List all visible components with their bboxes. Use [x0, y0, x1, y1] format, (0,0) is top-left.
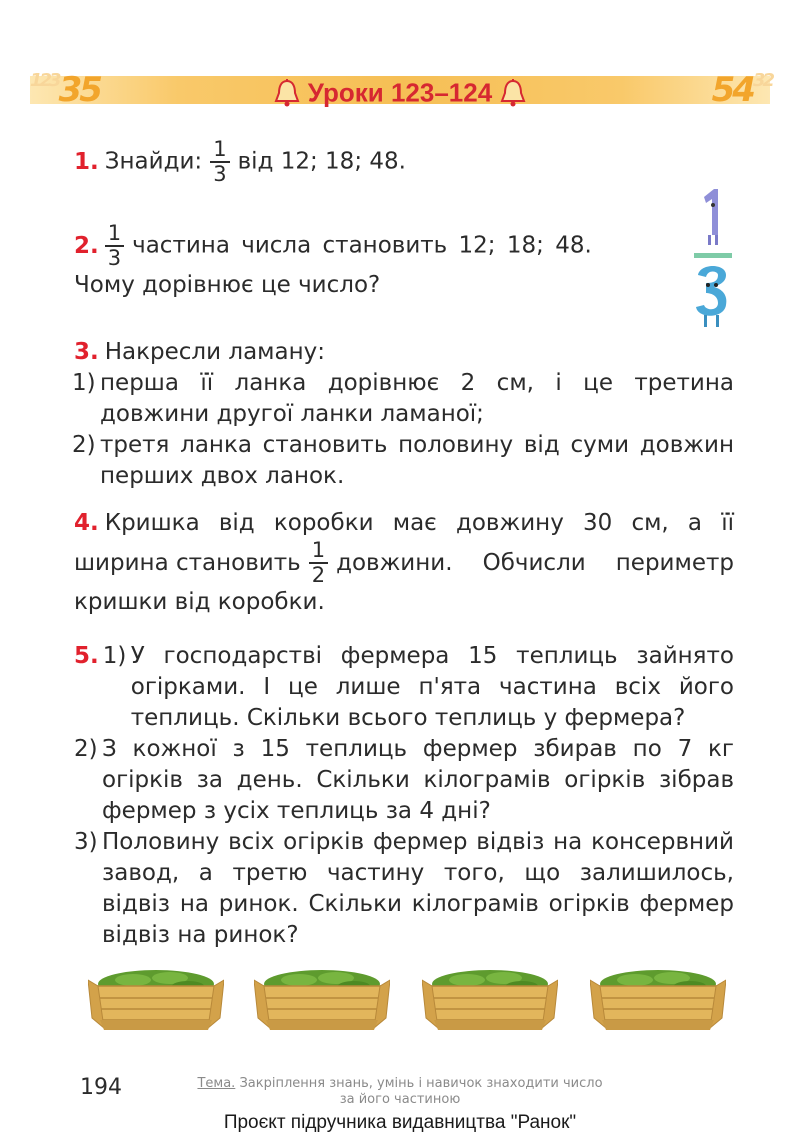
task-text: Чому дорівнює це число?	[74, 272, 381, 298]
topic-text: Закріплення знань, умінь і навичок знаходити число	[239, 1076, 603, 1091]
list-item-text: У господарстві фермера 15 теплиць зайнято огірками. І це лише п'ята частина всіх його теплиць. Скільки всього теплиць у фермера?	[130, 643, 734, 731]
list-item-number: 1)	[102, 643, 127, 669]
list-item-number: 2)	[72, 432, 96, 458]
fraction-numerator: 1	[210, 138, 229, 163]
task-3	[74, 337, 734, 492]
task-4	[74, 508, 734, 618]
task-text: частина числа становить 12; 18; 48.	[132, 232, 592, 259]
task-text: довжини. Обчисли периметр	[336, 549, 734, 576]
list-item-number: 2)	[74, 736, 98, 762]
task-text: Кришка від коробки має довжину 30 см, а її	[104, 510, 734, 536]
task-text: Знайди:	[104, 148, 203, 175]
fraction	[105, 222, 124, 270]
list-item-text: перша її ланка дорівнює 2 см, і це третина довжини другої ланки ламаної;	[100, 370, 734, 427]
fraction-denominator: 2	[311, 563, 326, 587]
fraction-numerator: 1	[105, 222, 124, 247]
banner-big-digits-right: 54	[711, 70, 753, 110]
list-item-text: З кожної з 15 теплиць фермер збирав по 7 кг огірків за день. Скільки кілограмів огірків зібрав фермер з усіх теплиць за 4 дні?	[102, 736, 734, 824]
list-item	[72, 430, 734, 492]
task-text: ширина становить	[74, 549, 301, 576]
task-number: 3.	[74, 339, 99, 365]
task-number: 2.	[74, 232, 99, 259]
banner-faint-digits-left: 123	[30, 70, 59, 91]
crate-cucumbers-image	[88, 958, 224, 1038]
footer-topic	[160, 1076, 640, 1108]
lesson-title: Уроки 123–124	[307, 77, 493, 108]
list-item-number: 1)	[72, 370, 96, 396]
list-item	[74, 641, 734, 734]
task-number: 4.	[74, 510, 99, 536]
list-item-text: Половину всіх огірків фермер відвіз на консервний завод, а третю частину того, що залишилось, відвіз на ринок. Скільки кілограмів огірків фермер відвіз на ринок?	[102, 829, 734, 948]
page-number: 194	[80, 1075, 122, 1100]
banner-faint-digits-right: 32	[752, 70, 772, 91]
list-item	[72, 368, 734, 430]
fraction-numerator: 1	[309, 539, 328, 564]
publisher-note: Проєкт підручника видавництва "Ранок"	[223, 1112, 577, 1133]
list-item-number: 3)	[74, 829, 98, 855]
bell-icon	[498, 78, 528, 108]
crate-cucumbers-image	[422, 958, 558, 1038]
lesson-title-row	[0, 76, 800, 109]
fraction	[309, 539, 328, 587]
fraction	[210, 138, 229, 186]
task-text: від 12; 18; 48.	[237, 148, 406, 175]
lesson-banner	[0, 72, 800, 108]
fraction-denominator: 3	[213, 162, 227, 186]
bell-icon	[272, 78, 302, 108]
task-1	[74, 138, 734, 186]
list-item	[74, 734, 734, 827]
task-number: 5.	[74, 643, 99, 669]
banner-digits-right	[712, 70, 772, 110]
task-5	[74, 641, 734, 951]
task-text: Накресли ламану:	[104, 339, 326, 365]
crates-illustration	[0, 958, 800, 1038]
fraction-mascot-image	[688, 185, 736, 330]
banner-big-digits-left: 35	[58, 70, 100, 110]
topic-text: за його частиною	[339, 1092, 461, 1107]
task-2	[74, 222, 634, 301]
list-item	[74, 827, 734, 951]
crate-cucumbers-image	[254, 958, 390, 1038]
task-text: кришки від коробки.	[74, 589, 325, 615]
topic-label: Тема.	[197, 1076, 236, 1091]
list-item-text: третя ланка становить половину від суми довжин перших двох ланок.	[100, 432, 734, 489]
task-number: 1.	[74, 148, 99, 175]
crate-cucumbers-image	[590, 958, 726, 1038]
fraction-denominator: 3	[107, 246, 122, 270]
